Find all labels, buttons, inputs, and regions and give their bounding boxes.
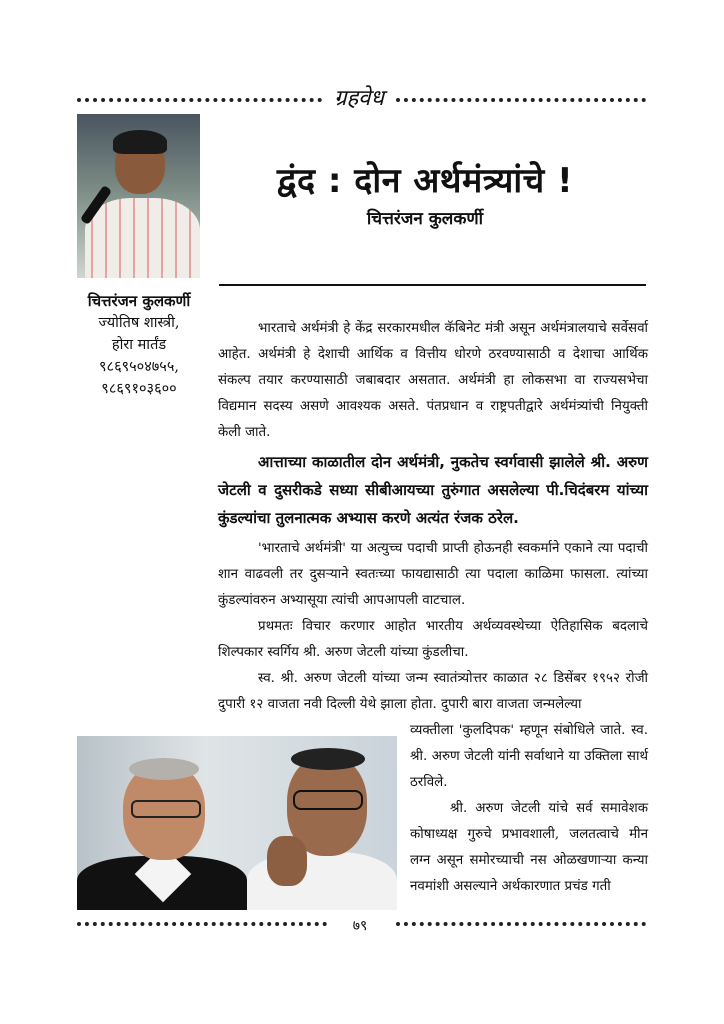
article-body-narrow (410, 718, 648, 900)
title-rule (219, 284, 646, 286)
photo-person1-glasses (131, 800, 201, 818)
paragraph-1: भारताचे अर्थमंत्री हे केंद्र सरकारमधील कॅबिनेट मंत्री असून अर्थमंत्रालयाचे सर्वेसर्वा आहेत. अर्थमंत्री हे देशाची आर्थिक व वित्तीय धोरणे ठरवण्यासाठी व देशाचा आर्थिक संकल्प तयार करण्यासाठी जबाबदार असतात. अर्थमंत्री हा लोकसभा वा राज्यसभेचा विद्यमान सदस्य असणे आवश्यक असते. पंतप्रधान व राष्ट्रपतीद्वारे अर्थमंत्र्यांची नियुक्ती केली जाते. (218, 321, 648, 440)
paragraph-2-highlight: आत्ताच्या काळातील दोन अर्थमंत्री, नुकतेच स्वर्गवासी झालेले श्री. अरुण जेटली व दुसरीकडे सध्या सीबीआयच्या तुरुंगात असलेल्या पी.चिदंबरम यांच्या कुंडल्यांचा तुलनात्मक अभ्यास करणे अत्यंत रंजक ठरेल. (218, 453, 648, 527)
header-dots-left (77, 98, 322, 102)
footer-dots-right (396, 922, 646, 926)
paragraph-6: व्यक्तीला 'कुलदिपक' म्हणून संबोधिले जाते. स्व. श्री. अरुण जेटली यांनी सर्वाथाने या उक्तिला सार्थ ठरविले. (410, 723, 648, 790)
author-name: चित्तरंजन कुलकर्णी (87, 292, 191, 310)
author-phone-2: ९८६९१०३६०० (101, 381, 177, 397)
author-photo-shirt (85, 198, 200, 278)
paragraph-7: श्री. अरुण जेटली यांचे सर्व समावेशक कोषाध्यक्ष गुरुचे प्रभावशाली, जलतत्वाचे मीन लग्न असून समोरच्याची नस ओळखणाऱ्या कन्या नवमांशी असल्याने अर्थकारणात प्रचंड गती (410, 801, 648, 894)
paragraph-4: प्रथमतः विचार करणार आहोत भारतीय अर्थव्यवस्थेच्या ऐतिहासिक बदलाचे शिल्पकार स्वर्गिय श्री. अरुण जेटली यांच्या कुंडलीचा. (218, 619, 648, 660)
article-body (218, 316, 648, 718)
author-photo-hair (113, 130, 167, 154)
ministers-photo (77, 736, 397, 910)
author-title-2: होरा मार्तंड (111, 337, 167, 353)
author-phone-1: ९८६९५०४७५५, (98, 359, 179, 375)
article-byline: चित्तरंजन कुलकर्णी (366, 209, 484, 229)
page-number: ७९ (352, 918, 368, 934)
photo-person2-glasses (293, 790, 363, 810)
paragraph-5: स्व. श्री. अरुण जेटली यांच्या जन्म स्वातंत्र्योत्तर काळात २८ डिसेंबर १९५२ रोजी दुपारी १२ वाजता नवी दिल्ली येथे झाला होता. दुपारी बारा वाजता जन्मलेल्या (218, 671, 648, 712)
header-dots-right (396, 98, 646, 102)
footer-dots-left (77, 922, 327, 926)
article-title: द्वंद : दोन अर्थमंत्र्यांचे ! (276, 161, 574, 201)
author-title-1: ज्योतिष शास्त्री, (98, 315, 180, 331)
paragraph-3: 'भारताचे अर्थमंत्री' या अत्युच्च पदाची प्राप्ती होऊनही स्वकर्माने एकाने त्या पदाची शान वाढवली तर दुसऱ्याने स्वतःच्या फायद्यासाठी त्या पदाला काळिमा फासला. त्यांच्या कुंडल्यांवरुन अभ्यासूया त्यांची आपआपली वाटचाल. (218, 541, 648, 608)
photo-person1-hair (129, 758, 199, 780)
author-info (72, 290, 206, 400)
photo-person2-hand (267, 836, 307, 886)
section-title: ग्रहवेध (334, 86, 384, 111)
author-photo (77, 114, 200, 278)
photo-person2-hair (291, 748, 365, 770)
